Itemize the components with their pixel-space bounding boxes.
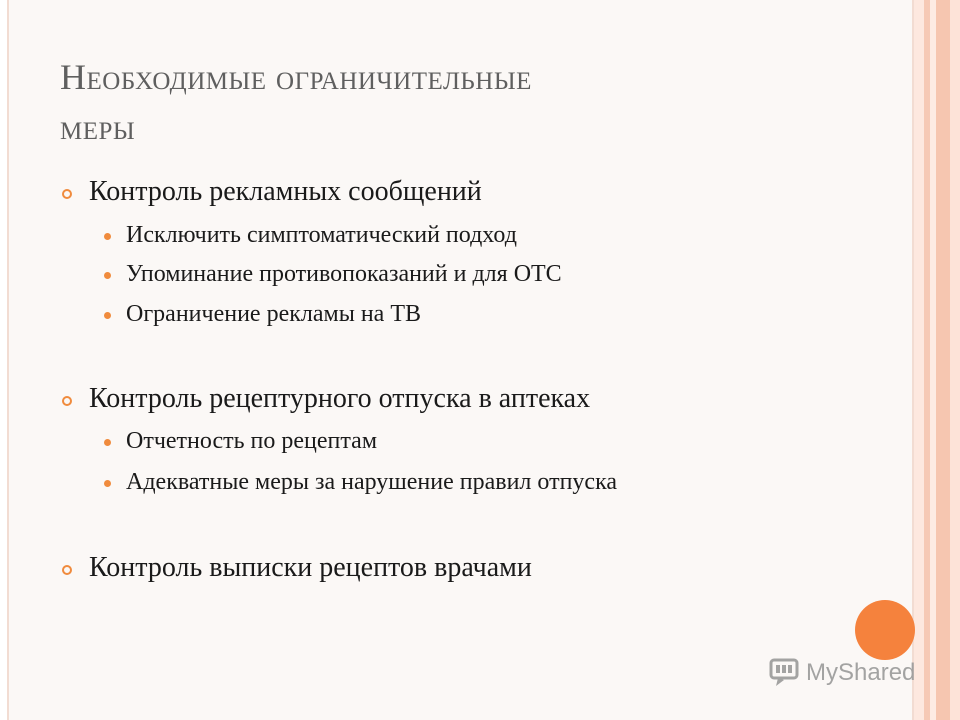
bullet-item	[104, 301, 421, 328]
section-heading: Контроль рекламных сообщений	[89, 176, 482, 207]
title-line-2: меры	[60, 107, 136, 147]
shared-logo-icon	[768, 656, 802, 690]
bullet-section-1	[62, 176, 482, 208]
bullet-item-text: Ограничение рекламы на ТВ	[126, 301, 421, 327]
title-line-1: Необходимые ограничительные	[60, 57, 532, 97]
dot-bullet-icon	[104, 439, 111, 446]
section-heading: Контроль рецептурного отпуска в аптеках	[89, 383, 591, 414]
ring-bullet-icon	[62, 396, 72, 406]
decor-circle	[855, 600, 915, 660]
dot-bullet-icon	[104, 272, 111, 279]
decor-stripe	[936, 0, 950, 720]
bullet-section-2	[62, 383, 590, 415]
ring-bullet-icon	[62, 189, 72, 199]
bullet-item	[104, 428, 377, 455]
bullet-item	[104, 261, 562, 288]
bullet-item-text: Упоминание противопоказаний и для ОТС	[126, 261, 562, 287]
section-heading: Контроль выписки рецептов врачами	[89, 552, 532, 583]
watermark-text: MyShared	[806, 659, 916, 686]
bullet-item-text: Исключить симптоматический подход	[126, 222, 517, 248]
watermark-logo	[768, 656, 915, 690]
bullet-item-text: Адекватные меры за нарушение правил отпуска	[126, 469, 618, 495]
ring-bullet-icon	[62, 565, 72, 575]
slide-title	[60, 52, 760, 152]
decor-stripe	[914, 0, 924, 720]
decor-stripe	[950, 0, 960, 720]
bullet-item-text: Отчетность по рецептам	[126, 428, 378, 454]
dot-bullet-icon	[104, 480, 111, 487]
dot-bullet-icon	[104, 312, 111, 319]
dot-bullet-icon	[104, 233, 111, 240]
bullet-item	[104, 222, 517, 249]
bullet-item	[104, 469, 617, 496]
bullet-section-3	[62, 552, 532, 584]
